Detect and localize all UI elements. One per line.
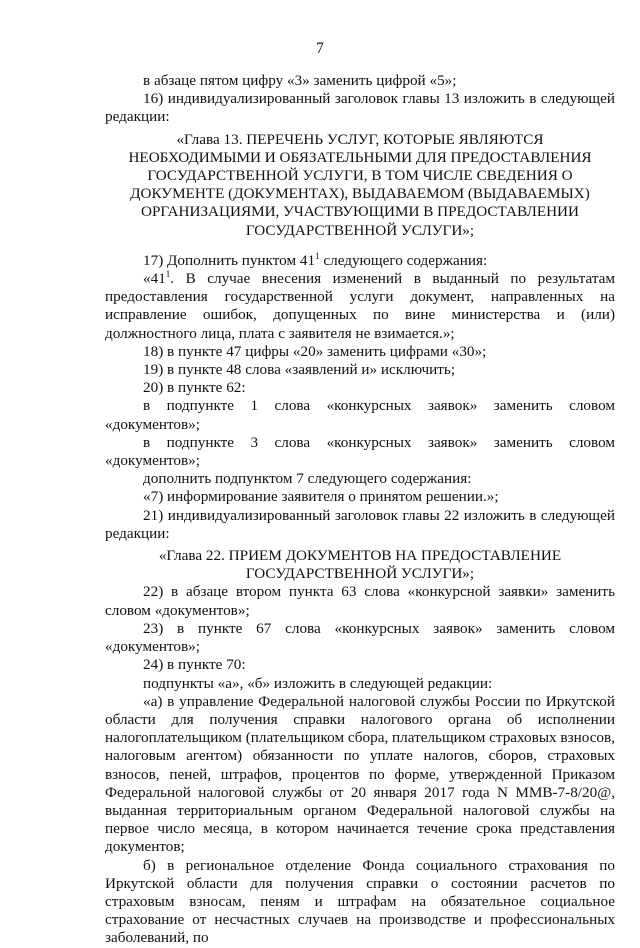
- paragraph: дополнить подпунктом 7 следующего содержания:: [143, 470, 472, 488]
- paragraph: «$41^1$. В случае внесения изменений в выданный по результатам предоставления государственной услуги документ, направленных на исправление ошибок, допущенных по вине министерства и (или) должностного лица, плата с заявителя не взимается.»;: [105, 269, 615, 342]
- heading-line: ГОСУДАРСТВЕННОЙ УСЛУГИ, В ТОМ ЧИСЛЕ СВЕДЕНИЯ О: [147, 167, 573, 185]
- paragraph: 23) в пункте 67 слова «конкурсных заявок» заменить словом «документов»;: [105, 619, 615, 656]
- paragraph: 20) в пункте 62:: [143, 379, 246, 397]
- paragraph: 17) Дополнить пунктом $41^1$ следующего содержания:: [143, 250, 488, 269]
- heading-line: «Глава 22. ПРИЕМ ДОКУМЕНТОВ НА ПРЕДОСТАВЛЕНИЕ: [158, 547, 562, 565]
- document-body: [105, 72, 615, 948]
- heading-line: ГОСУДАРСТВЕННОЙ УСЛУГИ»;: [245, 221, 475, 239]
- page-number: 7: [316, 40, 324, 57]
- paragraph: подпункты «а», «б» изложить в следующей редакции:: [143, 674, 493, 692]
- paragraph: 18) в пункте 47 цифры «20» заменить цифрами «30»;: [143, 342, 487, 360]
- heading-line: НЕОБХОДИМЫМИ И ОБЯЗАТЕЛЬНЫМИ ДЛЯ ПРЕДОСТАВЛЕНИЯ: [128, 148, 592, 166]
- paragraph: «а) в управление Федеральной налоговой службы России по Иркутской области для получения справки налогового органа об исполнении налогоплательщиком (плательщиком сбора, плательщиком страховых взносов, налоговым агентом) обязанности по уплате налогов, сборов, страховых взносов, пеней, штрафов, процентов по форме, утвержденной Приказом Федеральной налоговой службы от 20 января 2017 года N ММВ-7-8/20@, выданная территориальным органом Федеральной налоговой службы на первое число месяца, в котором начинается течение срока представления документов;: [105, 692, 615, 856]
- paragraph: в подпункте 3 слова «конкурсных заявок» заменить словом «документов»;: [105, 433, 615, 470]
- paragraph: 24) в пункте 70:: [143, 656, 246, 674]
- chapter-22-heading: [105, 547, 615, 583]
- paragraph: в абзаце пятом цифру «3» заменить цифрой «5»;: [143, 72, 457, 89]
- paragraph: 21) индивидуализированный заголовок главы 22 изложить в следующей редакции:: [105, 506, 615, 542]
- heading-line: ОРГАНИЗАЦИЯМИ, УЧАСТВУЮЩИМИ В ПРЕДОСТАВЛЕНИИ: [141, 203, 579, 221]
- heading-line: ДОКУМЕНТЕ (ДОКУМЕНТАХ), ВЫДАВАЕМОМ (ВЫДАВАЕМЫХ): [130, 185, 590, 203]
- paragraph: 22) в абзаце втором пункта 63 слова «конкурсной заявки» заменить словом «документов»;: [105, 583, 615, 619]
- paragraph: б) в региональное отделение Фонда социального страхования по Иркутской области для получения справки о состоянии расчетов по страховым взносам, пеням и штрафам на обязательное социальное страхование от несчастных случаев на производстве и профессиональных заболеваний, по: [105, 856, 615, 947]
- heading-line: ГОСУДАРСТВЕННОЙ УСЛУГИ»;: [245, 565, 475, 583]
- paragraph: 16) индивидуализированный заголовок главы 13 изложить в следующей редакции:: [105, 90, 615, 126]
- paragraph: в подпункте 1 слова «конкурсных заявок» заменить словом «документов»;: [105, 397, 615, 433]
- chapter-13-heading: [105, 131, 615, 240]
- heading-line: «Глава 13. ПЕРЕЧЕНЬ УСЛУГ, КОТОРЫЕ ЯВЛЯЮТСЯ: [176, 130, 544, 148]
- paragraph: «7) информирование заявителя о принятом решении.»;: [143, 488, 499, 506]
- paragraph: 19) в пункте 48 слова «заявлений и» исключить;: [143, 361, 456, 379]
